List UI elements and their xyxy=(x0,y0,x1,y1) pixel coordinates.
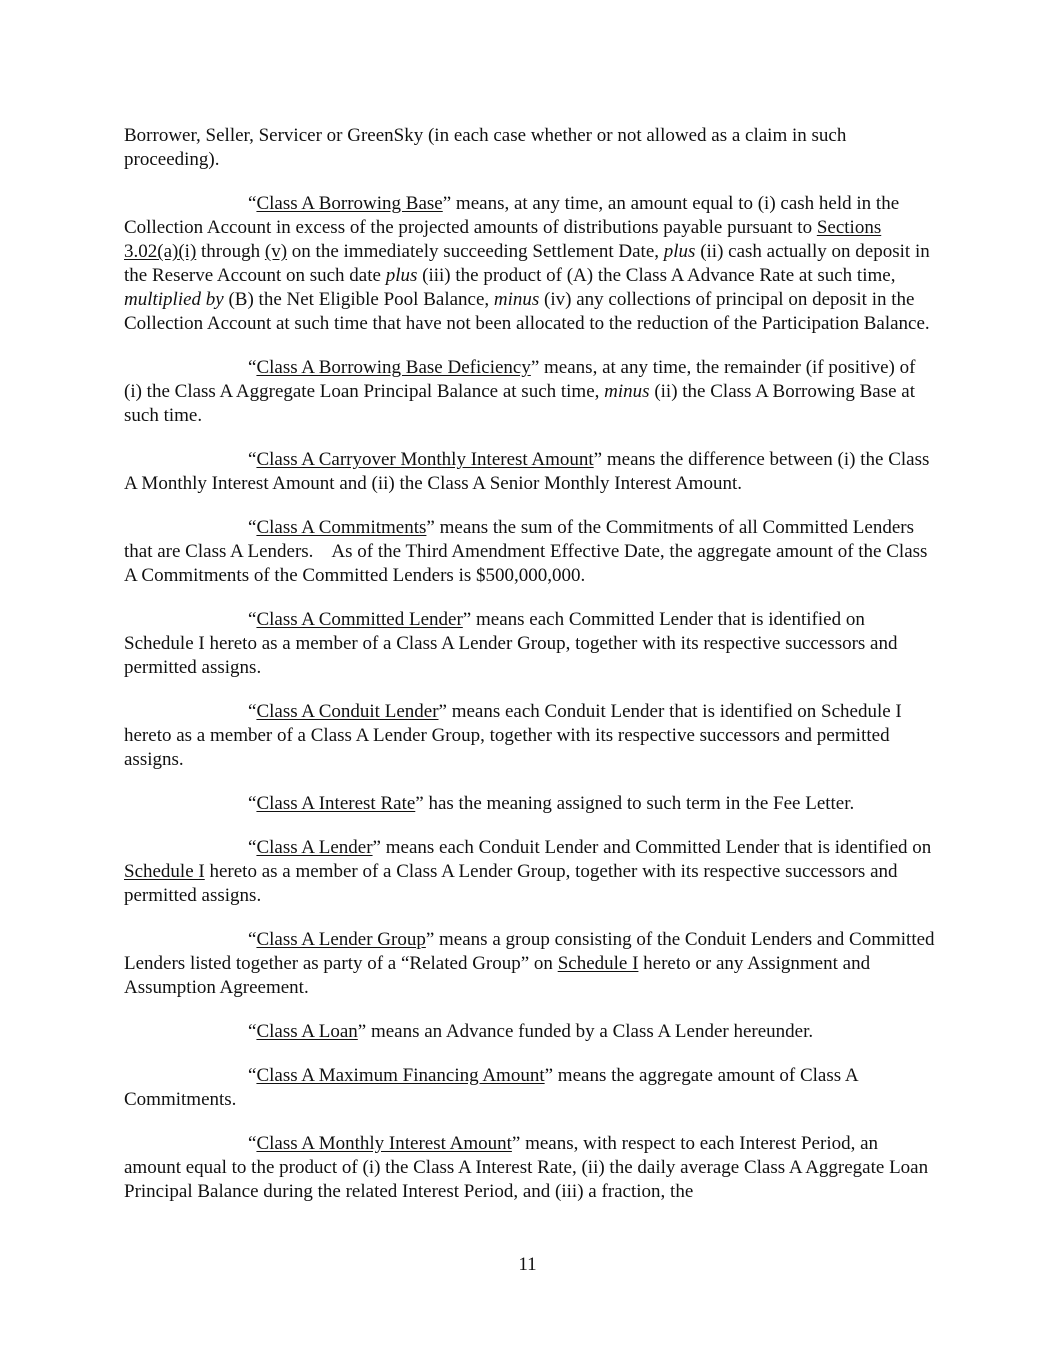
definition-class-a-borrowing-base-deficiency: “Class A Borrowing Base Deficiency” means, at any time, the remainder (if positive) of (i) the Class A Aggregate Loan Principal Balance at such time, minus (ii) the Class A Borrowing Base at such time. xyxy=(124,357,916,426)
defined-term: Class A Conduit Lender xyxy=(256,701,439,722)
definition-class-a-borrowing-base: “Class A Borrowing Base” means, at any time, an amount equal to (i) cash held in the Collection Account in excess of the projected amounts of distributions payable pursuant to Sections 3.02(a)(i) through (v) on the immediately succeeding Settlement Date, plus (ii) cash actually on deposit in the Reserve Account on such date plus (iii) the product of (A) the Class A Advance Rate at such time, multiplied by (B) the Net Eligible Pool Balance, minus (iv) any collections of principal on deposit in the Collection Account at such time that have not been allocated to the reduction of the Participation Balance. xyxy=(124,193,930,334)
schedule-reference: Schedule I xyxy=(557,953,639,974)
definition-class-a-maximum-financing-amount: “Class A Maximum Financing Amount” means the aggregate amount of Class A Commitments. xyxy=(124,1065,858,1110)
defined-term: Class A Lender xyxy=(256,837,373,858)
defined-term: Class A Commitments xyxy=(256,517,427,538)
definition-class-a-interest-rate: “Class A Interest Rate” has the meaning assigned to such term in the Fee Letter. xyxy=(248,793,855,814)
emphasis: minus xyxy=(604,381,650,402)
emphasis: minus xyxy=(493,289,540,310)
defined-term: Class A Borrowing Base xyxy=(256,193,443,214)
definition-class-a-lender: “Class A Lender” means each Conduit Lender and Committed Lender that is identified on Schedule I hereto as a member of a Class A Lender Group, together with its respective successors and permitted assigns. xyxy=(124,837,932,906)
definition-class-a-monthly-interest-amount: “Class A Monthly Interest Amount” means, with respect to each Interest Period, an amount equal to the product of (i) the Class A Interest Rate, (ii) the daily average Class A Aggregate Loan Principal Balance during the related Interest Period, and (iii) a fraction, the xyxy=(124,1133,929,1202)
emphasis: multiplied by xyxy=(124,289,224,310)
emphasis: plus xyxy=(385,265,418,286)
definition-class-a-committed-lender: “Class A Committed Lender” means each Committed Lender that is identified on Schedule I hereto as a member of a Class A Lender Group, together with its respective successors and permitted assigns. xyxy=(124,609,898,678)
defined-term: Class A Maximum Financing Amount xyxy=(256,1065,545,1086)
defined-term: Class A Monthly Interest Amount xyxy=(256,1133,512,1154)
schedule-reference: Schedule I xyxy=(124,861,205,882)
defined-term: Class A Loan xyxy=(256,1021,358,1042)
paragraph-continuation xyxy=(124,124,936,172)
paragraph-text: Borrower, Seller, Servicer or GreenSky (in each case whether or not allowed as a claim in such proceeding). xyxy=(124,125,847,170)
defined-term: Class A Carryover Monthly Interest Amount xyxy=(256,449,594,470)
definition-class-a-commitments: “Class A Commitments” means the sum of the Commitments of all Committed Lenders that are Class A Lenders. As of the Third Amendment Effective Date, the aggregate amount of the Class A Commitments of the Committed Lenders is $500,000,000. xyxy=(124,517,932,586)
defined-term: Class A Borrowing Base Deficiency xyxy=(256,357,531,378)
document-page xyxy=(124,124,936,1224)
page-number: 11 xyxy=(518,1254,537,1275)
section-reference: (v) xyxy=(264,241,288,262)
definition-class-a-conduit-lender: “Class A Conduit Lender” means each Conduit Lender that is identified on Schedule I hereto as a member of a Class A Lender Group, together with its respective successors and permitted assigns. xyxy=(124,701,902,770)
definition-class-a-loan: “Class A Loan” means an Advance funded by a Class A Lender hereunder. xyxy=(248,1021,814,1042)
emphasis: plus xyxy=(663,241,696,262)
defined-term: Class A Lender Group xyxy=(256,929,426,950)
section-reference: Sections 3.02(a)(i) xyxy=(124,217,882,262)
definition-class-a-carryover-monthly-interest-amount: “Class A Carryover Monthly Interest Amount” means the difference between (i) the Class A Monthly Interest Amount and (ii) the Class A Senior Monthly Interest Amount. xyxy=(124,449,930,494)
defined-term: Class A Committed Lender xyxy=(256,609,463,630)
defined-term: Class A Interest Rate xyxy=(256,793,416,814)
definition-class-a-lender-group: “Class A Lender Group” means a group consisting of the Conduit Lenders and Committed Lenders listed together as party of a “Related Group” on Schedule I hereto or any Assignment and Assumption Agreement. xyxy=(124,929,935,998)
